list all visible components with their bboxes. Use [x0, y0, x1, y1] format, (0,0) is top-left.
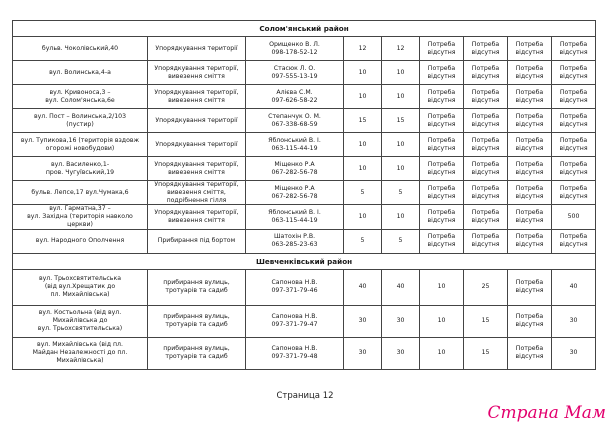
table-row — [13, 37, 596, 61]
cell-c4: 10 — [344, 157, 382, 181]
cell-c8: Потреба відсутня — [508, 157, 552, 181]
cell-c6: Потреба відсутня — [420, 37, 464, 61]
cell-c8: Потреба відсутня — [508, 109, 552, 133]
cell-c5: 10 — [382, 85, 420, 109]
cell-c8: Потреба відсутня — [508, 205, 552, 229]
table-body — [13, 21, 596, 370]
cell-c8: Потреба відсутня — [508, 61, 552, 85]
cell-contact: Орищенко В. Л. 098-178-52-12 — [246, 37, 344, 61]
cell-c9: 30 — [552, 305, 596, 337]
cell-c6: Потреба відсутня — [420, 85, 464, 109]
cell-contact: Яблонський В. І. 063-115-44-19 — [246, 133, 344, 157]
cell-work: прибирання вулиць, тротуарів та садиб — [148, 269, 246, 305]
page-number: Страница 12 — [276, 391, 334, 401]
cell-c5: 30 — [382, 305, 420, 337]
cell-c4: 10 — [344, 61, 382, 85]
cell-c5: 30 — [382, 337, 420, 369]
cell-c7: Потреба відсутня — [464, 157, 508, 181]
table-row — [13, 61, 596, 85]
cell-work: Упорядкування території, вивезення сміття — [148, 157, 246, 181]
cell-c5: 10 — [382, 133, 420, 157]
cell-c9: Потреба відсутня — [552, 229, 596, 253]
cell-contact: Сапонова Н.В. 097-371-79-48 — [246, 337, 344, 369]
cell-work: прибирання вулиць, тротуарів та садиб — [148, 305, 246, 337]
cell-address: вул. Трьохсвятительська (від вул.Хрещатик до пл. Михайлівська) — [13, 269, 148, 305]
cell-address: вул. Пост – Волинська,2/103 (пустир) — [13, 109, 148, 133]
cell-c5: 12 — [382, 37, 420, 61]
cell-c6: Потреба відсутня — [420, 109, 464, 133]
cell-work: прибирання вулиць, тротуарів та садиб — [148, 337, 246, 369]
cell-c7: Потреба відсутня — [464, 109, 508, 133]
cell-c6: Потреба відсутня — [420, 157, 464, 181]
cell-c6: 10 — [420, 337, 464, 369]
cell-address: бульв. Лепсе,17 вул.Чумака,6 — [13, 181, 148, 205]
site-watermark: Страна Мам — [487, 403, 606, 423]
cell-c9: Потреба відсутня — [552, 181, 596, 205]
table-row — [13, 269, 596, 305]
cell-c8: Потреба відсутня — [508, 229, 552, 253]
cell-c7: 25 — [464, 269, 508, 305]
table-row — [13, 337, 596, 369]
cell-c6: Потреба відсутня — [420, 181, 464, 205]
cell-c5: 10 — [382, 61, 420, 85]
table-row — [13, 229, 596, 253]
cell-address: вул. Гарматна,37 – вул. Західна (територія навколо церкви) — [13, 205, 148, 229]
cell-c6: Потреба відсутня — [420, 61, 464, 85]
cell-c7: 15 — [464, 305, 508, 337]
cell-contact: Сапонова Н.В. 097-371-79-47 — [246, 305, 344, 337]
table-row — [13, 85, 596, 109]
table-row — [13, 133, 596, 157]
cell-work: Упорядкування території, вивезення сміття, подрібнення гілля — [148, 181, 246, 205]
cell-c4: 40 — [344, 269, 382, 305]
cell-work: Упорядкування території, вивезення сміття — [148, 205, 246, 229]
cell-c6: Потреба відсутня — [420, 205, 464, 229]
cell-c7: 15 — [464, 337, 508, 369]
cell-contact: Сапонова Н.В. 097-371-79-46 — [246, 269, 344, 305]
cell-c8: Потреба відсутня — [508, 181, 552, 205]
cell-c9: Потреба відсутня — [552, 61, 596, 85]
cell-c7: Потреба відсутня — [464, 181, 508, 205]
cell-work: Упорядкування території, вивезення сміття — [148, 85, 246, 109]
cell-address: вул. Костьольна (від вул. Михайлівська до вул. Трьохсвятительська) — [13, 305, 148, 337]
cell-address: бульв. Чоколівський,40 — [13, 37, 148, 61]
cell-c7: Потреба відсутня — [464, 37, 508, 61]
cell-contact: Міщенко Р.А 067-282-56-78 — [246, 181, 344, 205]
cell-c6: Потреба відсутня — [420, 133, 464, 157]
cell-contact: Шатохін Р.В. 063-285-23-63 — [246, 229, 344, 253]
table-row — [13, 109, 596, 133]
cell-c6: 10 — [420, 305, 464, 337]
cell-address: вул. Тупикова,16 (територія вздовж огорожі новобудови) — [13, 133, 148, 157]
table-row — [13, 181, 596, 205]
cell-c8: Потреба відсутня — [508, 269, 552, 305]
cell-c6: Потреба відсутня — [420, 229, 464, 253]
cell-c9: 500 — [552, 205, 596, 229]
cell-c7: Потреба відсутня — [464, 133, 508, 157]
table-row — [13, 157, 596, 181]
district-header-row — [13, 253, 596, 269]
cell-c8: Потреба відсутня — [508, 305, 552, 337]
cell-c9: Потреба відсутня — [552, 85, 596, 109]
cell-c8: Потреба відсутня — [508, 133, 552, 157]
cell-c5: 40 — [382, 269, 420, 305]
cell-c8: Потреба відсутня — [508, 337, 552, 369]
cell-c5: 5 — [382, 181, 420, 205]
cell-contact: Яблонський В. І. 063-115-44-19 — [246, 205, 344, 229]
cell-c9: Потреба відсутня — [552, 37, 596, 61]
cell-contact: Алієва С.М. 097-626-58-22 — [246, 85, 344, 109]
cell-c4: 10 — [344, 205, 382, 229]
cell-work: Прибирання під бортом — [148, 229, 246, 253]
cell-c4: 12 — [344, 37, 382, 61]
cell-work: Упорядкування території — [148, 133, 246, 157]
cell-contact: Степанчук О. М. 067-338-68-59 — [246, 109, 344, 133]
district-header-row — [13, 21, 596, 37]
cell-c7: Потреба відсутня — [464, 229, 508, 253]
cell-c4: 30 — [344, 305, 382, 337]
cell-address: вул. Волинська,4-а — [13, 61, 148, 85]
cell-work: Упорядкування території, вивезення сміття — [148, 61, 246, 85]
cell-c6: 10 — [420, 269, 464, 305]
district-title: Шевченківський район — [13, 253, 596, 269]
table-row — [13, 205, 596, 229]
cell-c4: 10 — [344, 133, 382, 157]
cell-c8: Потреба відсутня — [508, 85, 552, 109]
cell-c9: 30 — [552, 337, 596, 369]
cell-contact: Стасюк Л. О. 097-555-13-19 — [246, 61, 344, 85]
cell-address: вул. Народного Ополчення — [13, 229, 148, 253]
cell-c4: 15 — [344, 109, 382, 133]
schedule-table — [12, 20, 596, 370]
cell-c8: Потреба відсутня — [508, 37, 552, 61]
cell-address: вул. Василенко,1- пров. Чугуївський,19 — [13, 157, 148, 181]
cell-c4: 10 — [344, 85, 382, 109]
cell-c7: Потреба відсутня — [464, 205, 508, 229]
cell-c4: 30 — [344, 337, 382, 369]
cell-contact: Міщенко Р.А 067-282-56-78 — [246, 157, 344, 181]
cell-c5: 10 — [382, 205, 420, 229]
cell-c4: 5 — [344, 229, 382, 253]
cell-c9: 40 — [552, 269, 596, 305]
cell-c4: 5 — [344, 181, 382, 205]
cell-c9: Потреба відсутня — [552, 133, 596, 157]
table-row — [13, 305, 596, 337]
cell-work: Упорядкування території — [148, 109, 246, 133]
district-title: Солом'янський район — [13, 21, 596, 37]
cell-work: Упорядкування території — [148, 37, 246, 61]
cell-c9: Потреба відсутня — [552, 109, 596, 133]
cell-c7: Потреба відсутня — [464, 61, 508, 85]
cell-c9: Потреба відсутня — [552, 157, 596, 181]
cell-c5: 15 — [382, 109, 420, 133]
cell-address: вул. Кривоноса,3 – вул. Солом'янська,6е — [13, 85, 148, 109]
cell-c5: 5 — [382, 229, 420, 253]
cell-c7: Потреба відсутня — [464, 85, 508, 109]
cell-c5: 10 — [382, 157, 420, 181]
cell-address: вул. Михайлівська (від пл. Майдан Незалежності до пл. Михайлівська) — [13, 337, 148, 369]
